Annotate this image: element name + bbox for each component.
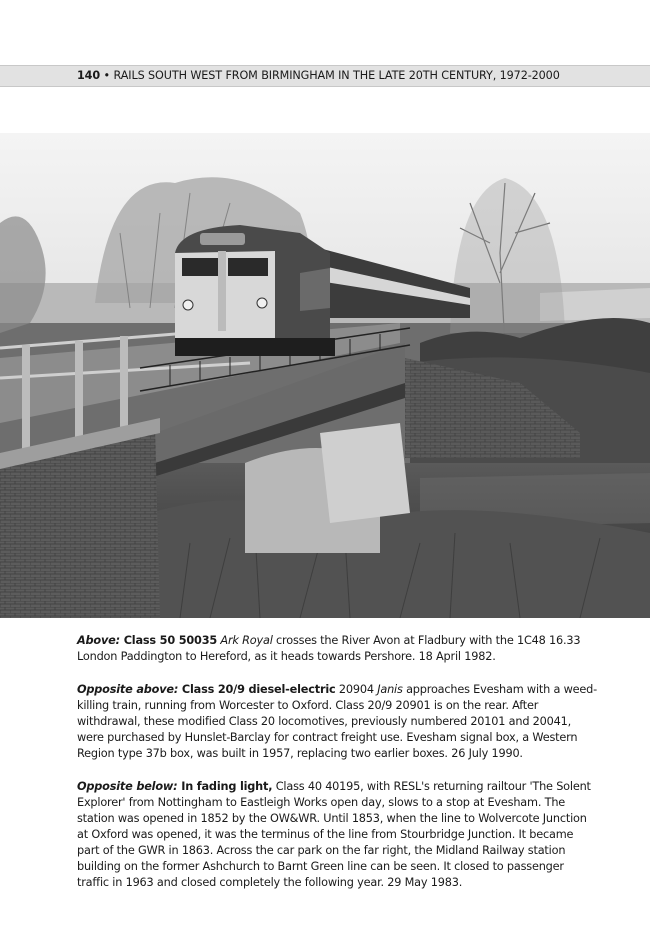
running-head: [0, 65, 650, 87]
caption-separator: :: [173, 780, 182, 793]
caption-body: approaches Evesham with a weed-killing train, running from Worcester to Oxford. Class 20/9 20901 is on the rear. After withdrawal, these modified Class 20 locomotives, previously numbered 20101 and 20041, were purchased by Hunslet-Barclay for contract freight use. Evesham signal box, a Western Region type 37b box, was built in 1957, replacing two earlier boxes. 26 July 1990.: [77, 683, 597, 760]
page-number: 140: [77, 69, 101, 82]
caption-above: [77, 633, 597, 665]
locomotive-name: Janis: [377, 683, 403, 696]
caption-body: crosses the River Avon at Fladbury with the 1C48 16.33 London Paddington to Hereford, as it heads towards Pershore. 18 April 1982.: [77, 634, 581, 663]
running-head-title: RAILS SOUTH WEST FROM BIRMINGHAM IN THE LATE 20TH CENTURY, 1972-2000: [113, 69, 560, 82]
caption-label: Above: [77, 634, 116, 647]
caption-label: Opposite below: [77, 780, 174, 793]
caption-heading: Class 20/9 diesel-electric: [181, 683, 336, 696]
photo-illustration: [0, 133, 650, 618]
caption-body: Class 40 40195, with RESL's returning railtour 'The Solent Explorer' from Nottingham to Eastleigh Works open day, slows to a stop at Evesham. The station was opened in 1852 by the OW&WR. Until 1853, when the line to Wolvercote Junction at Oxford was opened, it was the terminus of the line from Stourbridge Junction. It became part of the GWR in 1863. Across the car park on the far right, the Midland Railway station building on the former Ashchurch to Barnt Green line can be seen. It closed to passenger traffic in 1963 and closed completely the following year. 29 May 1983.: [77, 780, 591, 889]
caption-separator: :: [173, 683, 182, 696]
caption-heading: Class 50 50035: [123, 634, 218, 647]
caption-opposite-below: [77, 779, 597, 891]
caption-heading: In fading light,: [181, 780, 273, 793]
caption-label: Opposite above: [77, 683, 174, 696]
caption-separator: :: [115, 634, 124, 647]
photograph-train-on-bridge: [0, 133, 650, 618]
caption-locomotive-number: 20904: [335, 683, 378, 696]
running-head-separator: •: [100, 69, 114, 82]
caption-opposite-above: [77, 682, 597, 762]
locomotive-name: Ark Royal: [220, 634, 273, 647]
